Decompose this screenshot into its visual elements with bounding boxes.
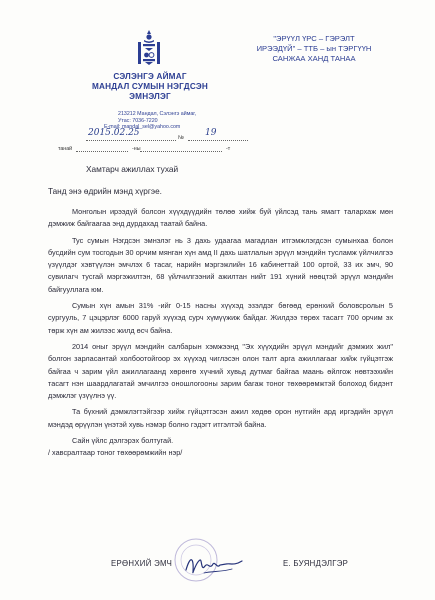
ref-left-label: танай <box>58 146 73 152</box>
body-paragraph: 2014 оныг эрүүл мэндийн салбарын хэмжээнд "Эх хүүхдийн эрүүл мэндийг дэмжих жил" болгон зарласантай холбоотойгоор эх хүүхэд чиглэсэн олон талт арга ажиллагааг хийж гүйцэтгэж байгаа ч зарим үйл ажиллагаанд хөрөнгө хүчний хувьд дутмаг байгаа маань өйлгож нөвтээхийн тасагт нэн шаардлагатай эмчилгээ оношлогооны зарим багаж тоног төхөөрөмжтэй болоход бидэнт дэмжлэг үзүүлнэ үү. <box>48 341 393 401</box>
number-underline <box>188 140 248 141</box>
address-line: 213212 Мандал, Сэлэнгэ аймаг, <box>118 111 197 117</box>
organization-name <box>82 72 218 102</box>
closing-line: Сайн үйлс дэлгэрэх болтугай. <box>72 436 174 446</box>
ref-mid-line <box>140 151 222 152</box>
org-line-3: ЭМНЭЛЭГ <box>129 92 171 101</box>
attachment-note: / хавсралтаар тоног төхөөрөмжийн нэр/ <box>48 448 183 458</box>
body-paragraph: Тус сумын Нэгдсэн эмнэлэг нь 3 дахь удаагаа магадлан итгэмжлэгдсэн сумынхаа болон бусдийн сум тосгодын 30 орчим мянган хүн амд II дахь шатлалын эрүүл мэндийн тусламж үйлчилгээ үзүүлдэг хэвтүүлэн эмчлэх 6 тасаг, нарийн мэргэжлийн 16 кабинеттай 100 ортой, 33 их эмч, 90 сувилагч тусгай мэргэжилтэн, 68 үйлчилгээний ажилтан нийт 191 хүний нөөцтэй эрүүл мэндийн байгууллага юм. <box>48 235 393 294</box>
soyombo-emblem-icon <box>131 28 167 68</box>
ref-left-line <box>76 151 128 152</box>
letter-subject: Хамтарч ажиллах тухай <box>86 164 179 174</box>
ref-right-label: -т <box>226 146 231 152</box>
addressee-line-1: "ЭРҮҮЛ ҮРС – ГЭРЭЛТ <box>273 34 355 43</box>
body-paragraph: Та бүхний дэмжлэгтэйгээр хийж гүйцэтгэсэн ажил хөдөө орон нутгийн ард иргэдийн эрүүл мэндэд өрүүлэн үнэтэй хувь нэмэр болно гэдэгт итгэлтэй байна. <box>48 407 393 429</box>
letter-number: 19 <box>205 128 217 138</box>
body-paragraph: Монголын ирээдүй болсон хүүхдүүдийн төлөө хийж буй үйлсэд тань ямагт талархаж мөн дэмжиж байгаагаа энд дурдахад таатай байна. <box>48 207 393 229</box>
phone-line: Утас: 7036-7220 <box>118 117 158 124</box>
date-number-row <box>58 128 258 143</box>
ref-mid-label: -ны <box>132 146 141 152</box>
letter-body <box>48 206 393 460</box>
letter-date: 2015.02.25 <box>88 128 140 138</box>
body-paragraph: Сумын хүн амын 31% -ийг 0-15 насны хүүхэд эзэлдэг бөгөөд ерөнхий боловсролын 5 сургууль, 7 цэцэрлэг 6000 гаруй хүүхэд сурч хүмүүжиж байдаг. Жилдээ төрөх тасагт 700 орчим эх төрж хүн ам жилээс жилд өсч байна. <box>48 301 393 335</box>
email-line: E-mail: mandal_sel@yahoo.com <box>104 124 181 131</box>
signatory-name: Е. БУЯНДЭЛГЭР <box>283 559 349 568</box>
number-label: № <box>178 135 184 141</box>
org-line-1: СЭЛЭНГЭ АЙМАГ <box>113 72 187 81</box>
reference-row <box>58 146 258 156</box>
org-line-2: МАНДАЛ СУМЫН НЭГДСЭН <box>92 82 208 91</box>
addressee-block <box>234 34 394 64</box>
handwritten-signature-icon <box>182 552 246 578</box>
greeting: Танд энэ өдрийн мэнд хүргэе. <box>48 187 162 196</box>
date-underline <box>86 140 176 141</box>
addressee-line-2: ИРЭЭДҮЙ" – ТТБ – ын ТЭРГҮҮН <box>256 44 372 53</box>
addressee-line-3: САНЖАА ХАНД ТАНАА <box>272 54 356 63</box>
signatory-title: ЕРӨНХИЙ ЭМЧ <box>111 559 173 568</box>
